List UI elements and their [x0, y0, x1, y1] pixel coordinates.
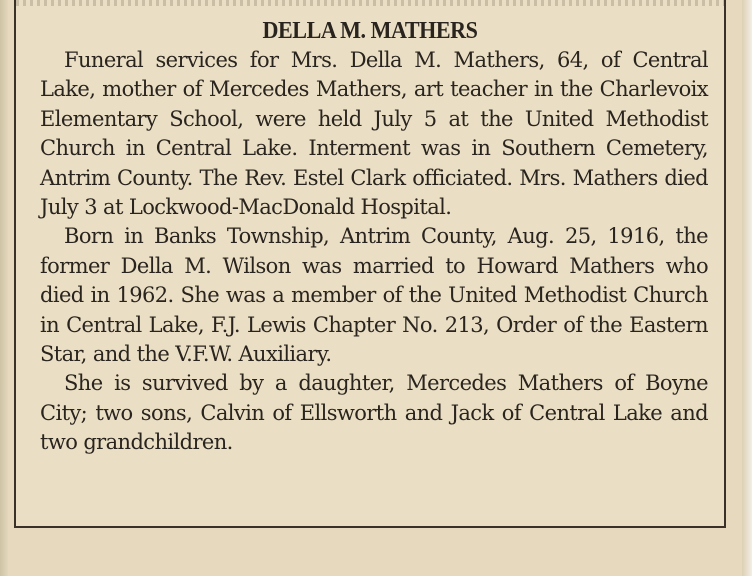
obituary-headline: DELLA M. MATHERS	[262, 18, 478, 44]
paragraph-biography: Born in Banks Township, Antrim County, Aug. 25, 1916, the former Della M. Wilson was married to Howard Mathers who died in 1962. She was a member of the United Methodist Church in Central Lake, F.J. Lewis Chapter No. 213, Order of the Eastern Star, and the V.F.W. Auxiliary.	[40, 224, 708, 367]
paragraph-funeral-services: Funeral services for Mrs. Della M. Mathers, 64, of Central Lake, mother of Mercedes Mathers, art teacher in the Charlevoix Elementary School, were held July 5 at the United Methodist Church in Central Lake. Interment was in Southern Cemetery, Antrim County. The Rev. Estel Clark officiated. Mrs. Mathers died July 3 at Lockwood-MacDonald Hospital.	[40, 48, 708, 220]
paragraph-survivors: She is survived by a daughter, Mercedes Mathers of Boyne City; two sons, Calvin of Ellsworth and Jack of Central Lake and two grandchildren.	[40, 371, 708, 455]
newspaper-clipping	[14, 0, 726, 528]
obituary-body	[40, 46, 708, 458]
scan-edge-left	[0, 0, 8, 576]
scan-edge-right	[742, 0, 752, 576]
top-rule	[16, 0, 724, 6]
